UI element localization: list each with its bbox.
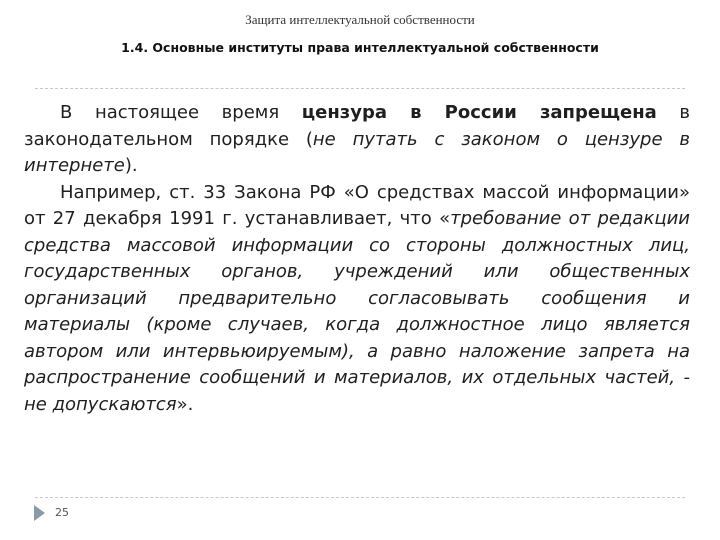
p1-italic-note: не путать с законом о цензуре в интернете [24,128,690,176]
p1-bold-emphasis: цензура в России запрещена [301,102,657,123]
paragraph-1 [24,100,690,180]
footer-divider [35,497,685,498]
paragraph-2 [24,180,690,419]
triangle-bullet-icon [34,505,45,521]
header-divider [35,88,685,89]
section-title: 1.4. Основные институты права интеллектуальной собственности [121,40,599,55]
p2-text-2: ». [176,393,194,415]
p1-text-3: ). [124,155,138,176]
presentation-topic: Защита интеллектуальной собственности [245,12,475,27]
page-number: 25 [55,506,69,519]
p1-text-1: В настоящее время [60,102,302,123]
p1-text-2: в законодательном порядке ( [24,102,690,150]
p2-italic-quote: требование от редакции средства массовой информации со стороны должностных лиц, государственных органов, учреждений или общественных организаций предварительно согласовывать сообщения и материалы (кроме случаев, когда должностное лицо является автором или интервьюируемым), а равно наложение запрета на распространение сообщений и материалов, их отдельных частей, - не допускаются [24,208,690,415]
slide-body [24,100,690,418]
p2-text-1: Например, ст. 33 Закона РФ «О средствах массой информации» от 27 декабря 1991 г. устанавливает, что « [24,181,690,229]
